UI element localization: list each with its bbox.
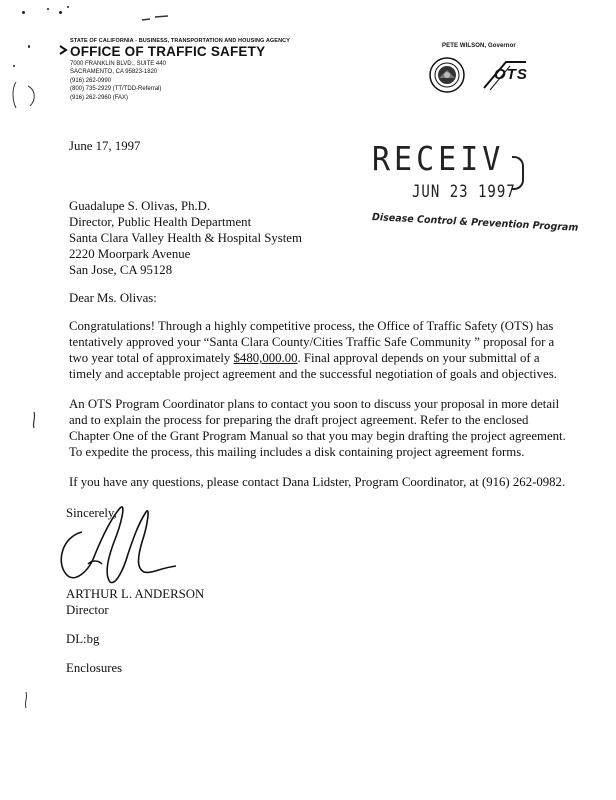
received-stamp-department: Disease Control & Prevention Program xyxy=(371,212,579,234)
recipient-line: 2220 Moorpark Avenue xyxy=(69,247,191,261)
state-seal-icon xyxy=(428,56,466,94)
enclosures: Enclosures xyxy=(66,661,123,675)
paragraph-line: To expedite the process, this mailing includes a disk containing project agreement forms. xyxy=(69,445,525,459)
address-line: (800) 735-2929 (TT/TDD-Referral) xyxy=(70,86,162,93)
paragraph-line: An OTS Program Coordinator plans to contact you soon to discuss your proposal in more detail xyxy=(69,397,560,411)
initials: DL:bg xyxy=(66,632,100,646)
address-line: (916) 262-0990 xyxy=(70,77,112,84)
paragraph-text: two year total of approximately xyxy=(69,351,234,365)
signer-name: ARTHUR L. ANDERSON xyxy=(66,587,205,601)
salutation: Dear Ms. Olivas: xyxy=(69,291,157,305)
recipient-block xyxy=(69,198,302,278)
scan-speck xyxy=(28,45,30,48)
governor-line: PETE WILSON, Governor xyxy=(442,43,516,49)
paragraph-questions: If you have any questions, please contact Dana Lidster, Program Coordinator, at (916) 262-0982. xyxy=(69,475,566,489)
paragraph-congratulations xyxy=(69,318,557,382)
address-line: (916) 262-2960 (FAX) xyxy=(70,94,129,101)
received-stamp-word: RECEIV xyxy=(372,140,505,179)
scan-speck xyxy=(13,65,15,67)
paragraph-coordinator xyxy=(69,396,566,460)
paragraph-line xyxy=(69,350,557,366)
paragraph-line: timely and acceptable project agreement and the successful negotiation of goals and objectives. xyxy=(69,367,557,381)
received-stamp-date: JUN 23 1997 xyxy=(412,182,516,202)
margin-bracket xyxy=(10,80,40,110)
scan-speck xyxy=(59,11,62,14)
handwritten-signature xyxy=(52,502,182,592)
paragraph-line: Congratulations! Through a highly competitive process, the Office of Traffic Safety (OTS) has xyxy=(69,319,554,333)
office-address xyxy=(70,60,166,102)
received-stamp xyxy=(371,140,579,260)
ots-logo-text: OTS xyxy=(494,66,528,83)
margin-mark xyxy=(20,690,32,710)
closing: Sincerely, xyxy=(66,506,117,520)
recipient-line: Guadalupe S. Olivas, Ph.D. xyxy=(69,199,211,213)
recipient-line: Santa Clara Valley Health & Hospital System xyxy=(69,231,302,245)
scan-mark xyxy=(140,12,170,24)
signer-title: Director xyxy=(66,603,109,617)
address-line: SACRAMENTO, CA 95823-1820 xyxy=(70,69,158,76)
margin-mark xyxy=(30,410,38,430)
letter-date: June 17, 1997 xyxy=(69,139,141,153)
paragraph-text: . Final approval depends on your submittal of a xyxy=(297,351,540,365)
recipient-line: Director, Public Health Department xyxy=(69,215,252,229)
agency-line: STATE OF CALIFORNIA - BUSINESS, TRANSPORTATION AND HOUSING AGENCY xyxy=(70,38,290,44)
chevron-bullet-icon xyxy=(58,44,68,56)
recipient-line: San Jose, CA 95128 xyxy=(69,263,173,277)
scan-speck xyxy=(22,11,25,14)
grant-amount: $480,000.00 xyxy=(233,351,298,365)
paragraph-line: tentatively approved your “Santa Clara County/Cities Traffic Safe Community ” proposal for a xyxy=(69,335,555,349)
paragraph-line: Chapter One of the Grant Program Manual so that you may begin drafting the project agreement. xyxy=(69,429,566,443)
scan-speck xyxy=(47,8,49,10)
address-line: 7000 FRANKLIN BLVD., SUITE 440 xyxy=(70,61,166,67)
scan-speck xyxy=(67,6,69,8)
paragraph-line: and to explain the process for preparing the draft project agreement. Refer to the enclosed xyxy=(69,413,529,427)
office-name: OFFICE OF TRAFFIC SAFETY xyxy=(70,44,266,59)
ots-logo xyxy=(480,58,530,92)
